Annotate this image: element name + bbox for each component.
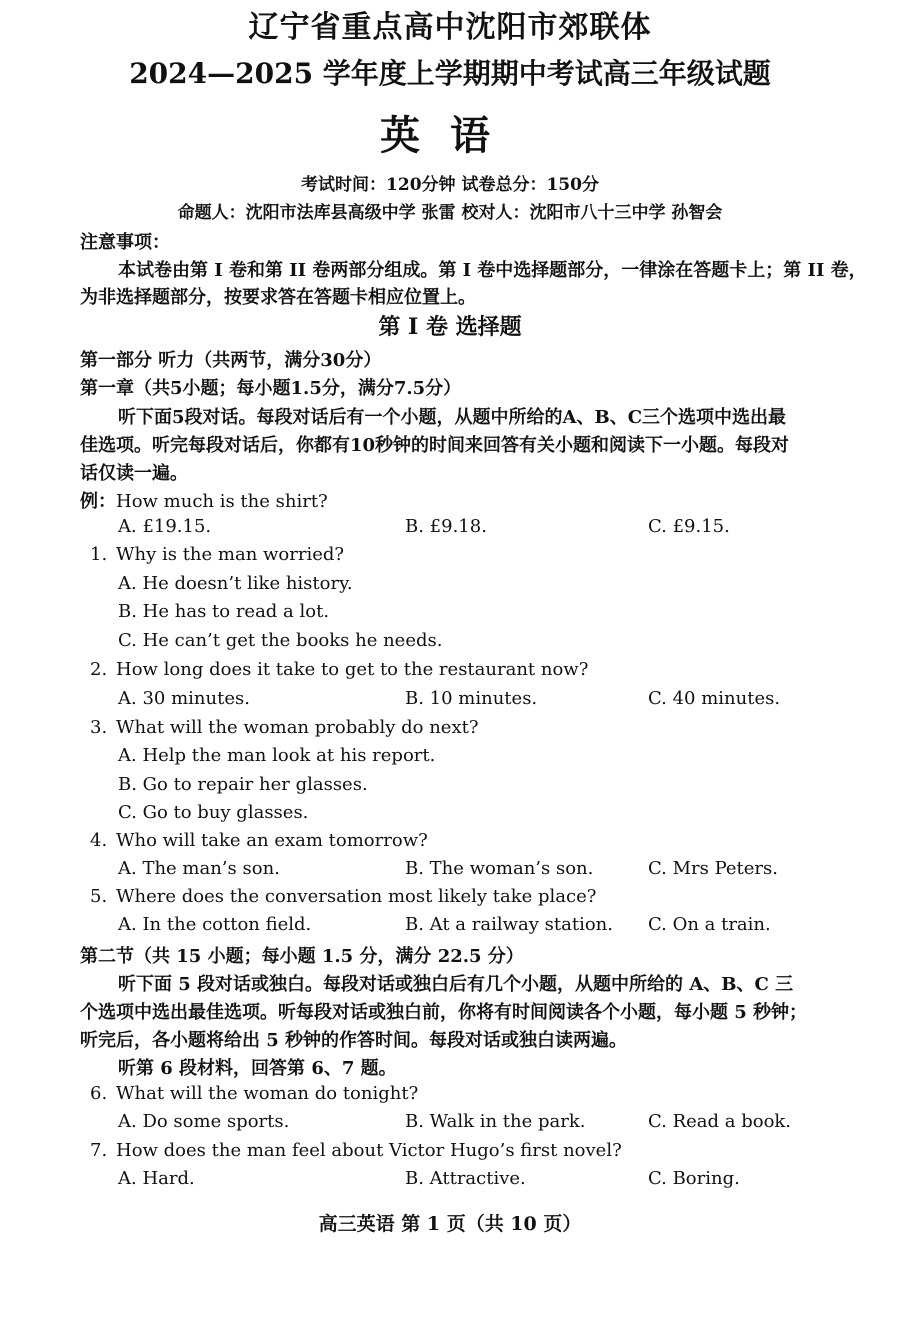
question-5: [90, 886, 596, 907]
q6-option-b: B. Walk in the park.: [405, 1111, 586, 1132]
q2-option-a: A. 30 minutes.: [118, 688, 250, 709]
question-number: 7.: [90, 1140, 108, 1161]
q6-option-a: A. Do some sports.: [118, 1111, 290, 1132]
subject-title: 英语: [380, 112, 520, 159]
instructions-line-1: 听下面5段对话。每段对话后有一个小题，从题中所给的A、B、C三个选项中选出最: [118, 407, 787, 428]
chapter-1-heading: 第一章（共5小题；每小题1.5分，满分7.5分）: [80, 378, 462, 399]
question-text: How does the man feel about Victor Hugo’s first novel?: [116, 1140, 622, 1161]
q3-option-c: C. Go to buy glasses.: [118, 802, 309, 823]
q6-option-c: C. Read a book.: [648, 1111, 792, 1132]
question-7: [90, 1140, 622, 1161]
part-1-title: 第 I 卷 选择题: [378, 314, 522, 340]
question-number: 4.: [90, 830, 108, 851]
page-footer: 高三英语 第 1 页（共 10 页）: [318, 1213, 582, 1235]
question-text: What will the woman do tonight?: [116, 1083, 419, 1104]
q1-option-b: B. He has to read a lot.: [118, 601, 330, 622]
example-option-a: A. £19.15.: [118, 516, 212, 537]
q7-option-c: C. Boring.: [648, 1168, 740, 1189]
notice-line-1: 本试卷由第 I 卷和第 II 卷两部分组成。第 I 卷中选择题部分，一律涂在答题卡上；第 II 卷，: [118, 260, 867, 281]
notice-heading: 注意事项：: [80, 232, 170, 253]
question-4: [90, 830, 428, 851]
question-1: [90, 544, 344, 565]
exam-time-score: 考试时间：120分钟 试卷总分：150分: [301, 175, 599, 195]
section-2-instructions-line-2: 个选项中选出最佳选项。听每段对话或独白前，你将有时间阅读各个小题，每小题 5 秒钟；: [80, 1002, 808, 1023]
example-option-b: B. £9.18.: [405, 516, 487, 537]
question-2: [90, 659, 588, 680]
question-3: [90, 717, 479, 738]
q1-option-c: C. He can’t get the books he needs.: [118, 630, 443, 651]
question-text: Who will take an exam tomorrow?: [116, 830, 428, 851]
q5-option-a: A. In the cotton field.: [118, 914, 312, 935]
q4-option-c: C. Mrs Peters.: [648, 858, 778, 879]
exam-name-title: 2024—2025 学年度上学期期中考试高三年级试题: [129, 57, 771, 90]
section-2-instructions-line-3: 听完后，各小题将给出 5 秒钟的作答时间。每段对话或独白读两遍。: [80, 1030, 628, 1051]
example-option-c: C. £9.15.: [648, 516, 730, 537]
q5-option-c: C. On a train.: [648, 914, 771, 935]
q7-option-a: A. Hard.: [118, 1168, 195, 1189]
question-6: [90, 1083, 418, 1104]
exam-authors: 命题人：沈阳市法库县高级中学 张雷 校对人：沈阳市八十三中学 孙智会: [177, 203, 723, 223]
question-number: 3.: [90, 717, 108, 738]
q2-option-c: C. 40 minutes.: [648, 688, 781, 709]
question-text: Why is the man worried?: [116, 544, 345, 565]
question-number: 6.: [90, 1083, 108, 1104]
question-text: What will the woman probably do next?: [116, 717, 479, 738]
q3-option-a: A. Help the man look at his report.: [118, 745, 436, 766]
section-2-heading: 第二节（共 15 小题；每小题 1.5 分，满分 22.5 分）: [80, 946, 524, 967]
question-text: How long does it take to get to the restaurant now?: [116, 659, 589, 680]
notice-line-2: 为非选择题部分，按要求答在答题卡相应位置上。: [80, 287, 476, 308]
q4-option-a: A. The man’s son.: [118, 858, 280, 879]
instructions-line-2: 佳选项。听完每段对话后，你都有10秒钟的时间来回答有关小题和阅读下一小题。每段对: [80, 435, 790, 456]
example-label: 例：: [80, 491, 116, 512]
q4-option-b: B. The woman’s son.: [405, 858, 594, 879]
q1-option-a: A. He doesn’t like history.: [118, 573, 353, 594]
listening-section-heading: 第一部分 听力（共两节，满分30分）: [80, 350, 382, 371]
q3-option-b: B. Go to repair her glasses.: [118, 774, 368, 795]
example-question-text: How much is the shirt?: [116, 491, 328, 512]
q7-option-b: B. Attractive.: [405, 1168, 526, 1189]
question-number: 2.: [90, 659, 108, 680]
example-question: [80, 487, 328, 513]
instructions-line-3: 话仅读一遍。: [80, 463, 188, 484]
question-number: 5.: [90, 886, 108, 907]
question-text: Where does the conversation most likely take place?: [116, 886, 597, 907]
material-6-note: 听第 6 段材料，回答第 6、7 题。: [118, 1058, 397, 1079]
q5-option-b: B. At a railway station.: [405, 914, 613, 935]
section-2-instructions-line-1: 听下面 5 段对话或独白。每段对话或独白后有几个小题，从题中所给的 A、B、C 三: [118, 974, 794, 995]
exam-org-title: 辽宁省重点高中沈阳市郊联体: [248, 10, 652, 45]
question-number: 1.: [90, 544, 108, 565]
q2-option-b: B. 10 minutes.: [405, 688, 538, 709]
